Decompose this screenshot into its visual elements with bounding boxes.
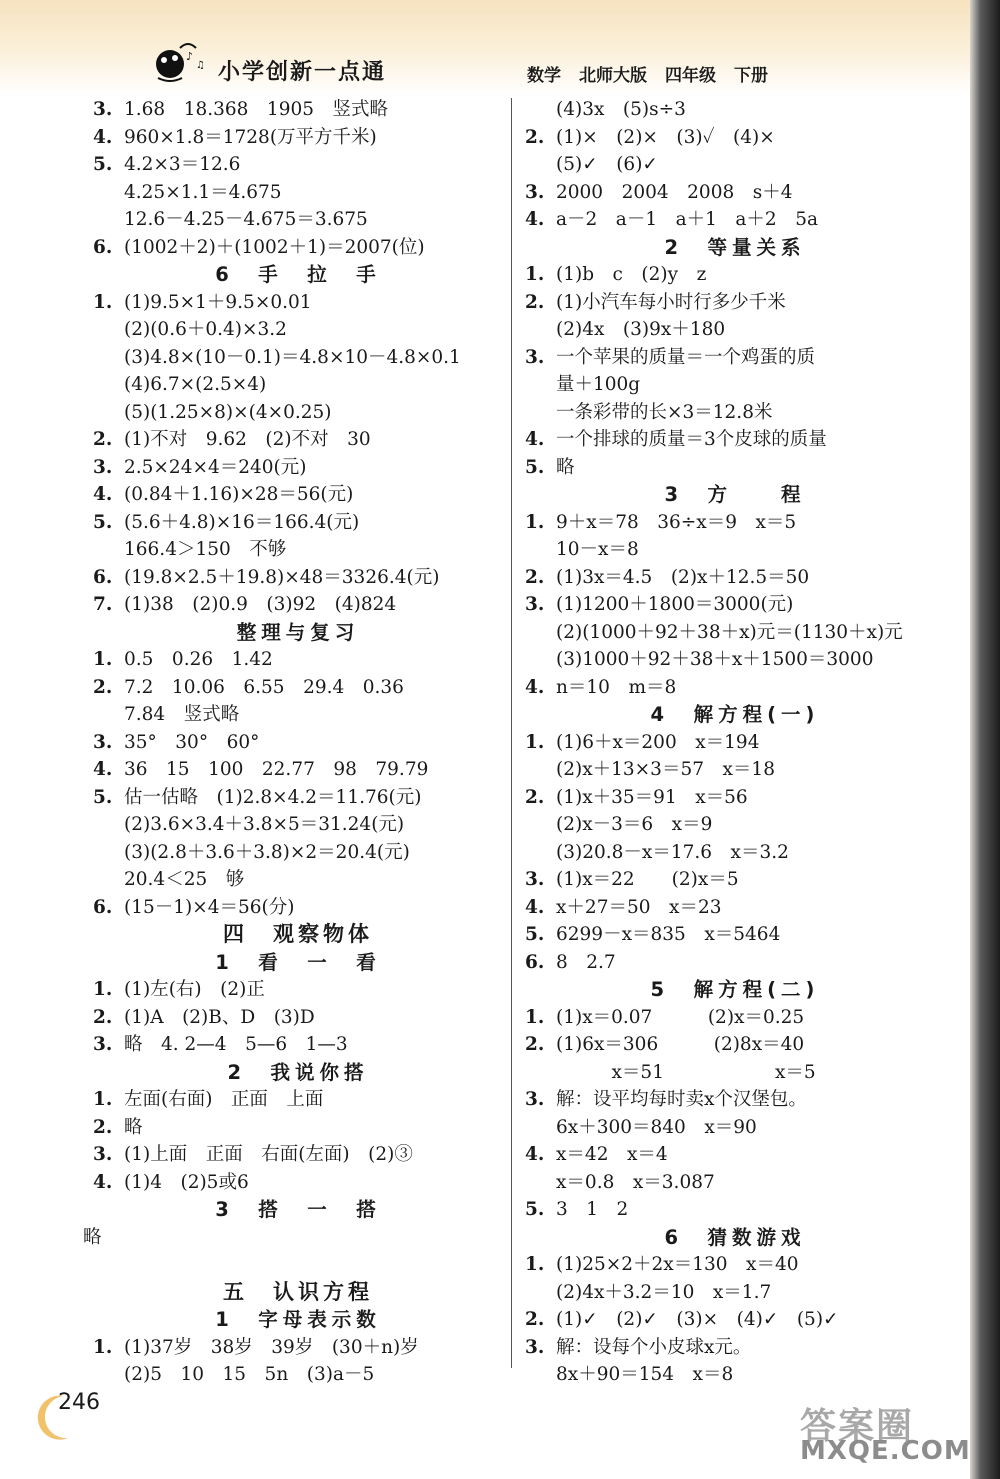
volume-label: 下册 (734, 66, 768, 86)
answer-text: (1)6x＝306 (2)8x＝40 (556, 1034, 805, 1055)
answer-line (93, 509, 503, 537)
answer-line (93, 894, 503, 922)
question-number: 3. (93, 456, 113, 478)
answer-line (525, 371, 945, 399)
question-number: 1. (93, 649, 113, 670)
answer-line (93, 1169, 503, 1197)
section-heading: 6 猜数游戏 (664, 1225, 806, 1249)
question-number: 2. (93, 1116, 113, 1138)
answer-text: (1)× (2)× (3)✓ (4)× (556, 126, 775, 148)
question-number: 6. (93, 896, 113, 918)
section-heading: 1 看 一 看 (215, 950, 381, 974)
answer-text: (5)✓ (6)✓ (556, 154, 658, 175)
answer-line (525, 921, 945, 949)
answer-text: 3 1 2 (556, 1199, 629, 1220)
answer-text: 7.2 10.06 6.55 29.4 0.36 (124, 676, 404, 698)
question-number: 3. (93, 731, 113, 753)
answer-line (525, 1169, 945, 1197)
answer-text: 左面(右面) 正面 上面 (124, 1089, 324, 1110)
answer-line (525, 206, 945, 234)
section-heading: 1 字母表示数 (215, 1308, 381, 1331)
answer-text: (1)4 (2)5或6 (124, 1171, 249, 1193)
answer-text: (1)✓ (2)✓ (3)× (4)✓ (5)✓ (556, 1309, 839, 1330)
book-title: 小学创新一点通 (218, 60, 387, 85)
answer-line (525, 1059, 945, 1087)
answer-line (525, 509, 945, 537)
answer-text: (1)左(右) (2)正 (124, 979, 265, 1000)
section-heading: 6 手 拉 手 (215, 263, 381, 286)
answer-line (525, 756, 945, 784)
question-number: 6. (525, 951, 545, 973)
answer-line (525, 454, 945, 482)
answer-text: n＝10 m＝8 (556, 676, 677, 698)
answer-line (525, 1361, 945, 1389)
question-number: 2. (525, 566, 545, 588)
section-heading: 3 方 程 (664, 483, 806, 506)
answer-text: (2)(0.6＋0.4)×3.2 (124, 319, 287, 340)
answer-column-right (525, 96, 945, 1389)
answer-line (93, 1141, 503, 1169)
answer-text: 估一估略 (1)2.8×4.2＝11.76(元) (124, 786, 422, 808)
answer-line (525, 426, 945, 454)
answer-line (93, 1251, 503, 1279)
section-heading: 4 解方程(一) (650, 703, 820, 726)
question-number: 5. (525, 456, 545, 478)
answer-text: (15－1)×4＝56(分) (124, 896, 295, 918)
answer-text: 4.2×3＝12.6 (124, 154, 241, 175)
answer-line (525, 784, 945, 812)
section-heading: 五 认识方程 (223, 1279, 373, 1304)
answer-line (93, 591, 503, 619)
section-heading: 四 观察物体 (223, 922, 373, 946)
answer-line (525, 674, 945, 702)
answer-text: (1)37岁 38岁 39岁 (30＋n)岁 (124, 1336, 419, 1358)
answer-text: 一条彩带的长×3＝12.8米 (556, 401, 773, 423)
question-number: 3. (93, 1144, 113, 1165)
answer-text: (4)6.7×(2.5×4) (124, 374, 267, 395)
answer-line (93, 124, 503, 152)
answer-text: x＝42 x＝4 (556, 1144, 668, 1165)
answer-line (525, 1196, 945, 1224)
answer-line (93, 839, 503, 867)
answer-line (93, 454, 503, 482)
mascot-logo-icon (150, 38, 212, 82)
question-number: 5. (525, 924, 545, 945)
answer-line (93, 96, 503, 124)
answer-text: x＝51 x＝5 (556, 1061, 816, 1083)
answer-text: (1)上面 正面 右面(左面) (2)③ (124, 1144, 413, 1165)
answer-text: 9＋x＝78 36÷x＝9 x＝5 (556, 511, 797, 533)
answer-line (525, 1086, 945, 1114)
answer-text: 2.5×24×4＝240(元) (124, 456, 307, 478)
book-spine-shadow (970, 0, 1000, 1479)
answer-text: (19.8×2.5＋19.8)×48＝3326.4(元) (124, 566, 440, 588)
answer-text: (0.84＋1.16)×28＝56(元) (124, 484, 354, 505)
answer-line (93, 674, 503, 702)
answer-line (93, 234, 503, 262)
question-number: 3. (525, 594, 545, 615)
answer-line (525, 399, 945, 427)
answer-line (93, 371, 503, 399)
answer-line (525, 646, 945, 674)
answer-line (93, 289, 503, 317)
answer-text: 一个苹果的质量＝一个鸡蛋的质 (556, 346, 816, 368)
question-number: 1. (525, 1006, 545, 1028)
question-number: 2. (93, 676, 113, 698)
answer-text: 2000 2004 2008 s＋4 (556, 181, 793, 203)
question-number: 2. (525, 126, 545, 148)
question-number: 1. (93, 291, 113, 313)
question-number: 2. (525, 786, 545, 808)
answer-line (93, 729, 503, 757)
answer-text: (3)4.8×(10－0.1)＝4.8×10－4.8×0.1 (124, 346, 461, 368)
answer-text: (1002＋2)＋(1002＋1)＝2007(位) (124, 236, 425, 258)
answer-line (93, 564, 503, 592)
answer-text: (1)1200＋1800＝3000(元) (556, 594, 794, 615)
answer-line (525, 179, 945, 207)
question-number: 1. (525, 1254, 545, 1275)
question-number: 1. (93, 1089, 113, 1110)
answer-line (93, 206, 503, 234)
answer-text: (1)小汽车每小时行多少千米 (556, 291, 786, 313)
question-number: 1. (93, 1336, 113, 1358)
question-number: 2. (525, 291, 545, 313)
question-number: 2. (525, 1034, 545, 1055)
grade-label: 四年级 (665, 66, 716, 86)
answer-text: (2)5 10 15 5n (3)a－5 (124, 1364, 375, 1385)
answer-text: (2)x－3＝6 x＝9 (556, 814, 713, 835)
answer-text: (1)x＝0.07 (2)x＝0.25 (556, 1006, 805, 1028)
answer-line (93, 151, 503, 179)
answer-text: x＋27＝50 x＝23 (556, 896, 722, 918)
question-number: 1. (525, 731, 545, 753)
answer-line (93, 756, 503, 784)
answer-line (93, 344, 503, 372)
answer-line (93, 701, 503, 729)
svg-text:♫: ♫ (196, 60, 205, 71)
answer-line (93, 481, 503, 509)
answer-text: (5.6＋4.8)×16＝166.4(元) (124, 511, 360, 533)
question-number: 3. (525, 346, 545, 368)
answer-line (525, 96, 945, 124)
answer-text: 10－x＝8 (556, 539, 639, 560)
answer-line (93, 784, 503, 812)
watermark-logo: 答案圈 (800, 1406, 915, 1447)
answer-text: 7.84 竖式略 (124, 704, 240, 725)
answer-text: 20.4＜25 够 (124, 869, 245, 890)
question-number: 5. (93, 154, 113, 175)
answer-text: 量＋100g (556, 374, 641, 395)
answer-text: 6x＋300＝840 x＝90 (556, 1116, 757, 1138)
answer-line (93, 1031, 503, 1059)
question-number: 6. (93, 566, 113, 588)
answer-text: (2)4x＋3.2＝10 x＝1.7 (556, 1281, 772, 1303)
question-number: 4. (93, 126, 113, 148)
answer-text: (5)(1.25×8)×(4×0.25) (124, 401, 332, 423)
answer-text: (4)3x (5)s÷3 (556, 99, 686, 120)
answer-column-left (83, 96, 503, 1389)
answer-text: 略 (556, 456, 575, 478)
question-number: 5. (93, 511, 113, 533)
question-number: 4. (525, 896, 545, 918)
question-number: 3. (93, 1034, 113, 1055)
question-number: 1. (525, 264, 545, 285)
question-number: 7. (93, 594, 113, 615)
answer-text: a－2 a－1 a＋1 a＋2 5a (556, 209, 818, 230)
answer-text: 略 4. 2—4 5—6 1—3 (124, 1034, 348, 1055)
answer-line (93, 536, 503, 564)
question-number: 4. (93, 484, 113, 505)
answer-text: 12.6－4.25－4.675＝3.675 (124, 209, 368, 230)
answer-line (525, 261, 945, 289)
answer-line (83, 1224, 503, 1252)
answer-line (93, 1361, 503, 1389)
question-number: 3. (525, 181, 545, 203)
edition-label: 北师大版 (579, 66, 647, 86)
answer-line (93, 316, 503, 344)
answer-text: (1)25×2＋2x＝130 x＝40 (556, 1254, 799, 1275)
answer-text: (2)4x (3)9x＋180 (556, 319, 726, 340)
answer-text: 0.5 0.26 1.42 (124, 649, 273, 670)
answer-text: (2)(1000＋92＋38＋x)元＝(1130＋x)元 (556, 621, 903, 643)
answer-text: (1)3x＝4.5 (2)x＋12.5＝50 (556, 566, 810, 588)
section-heading: 2 我说你搭 (227, 1060, 369, 1084)
question-number: 2. (525, 1309, 545, 1330)
answer-text: (3)(2.8＋3.6＋3.8)×2＝20.4(元) (124, 841, 410, 863)
answer-line (93, 179, 503, 207)
answer-line (525, 1004, 945, 1032)
answer-text: (3)20.8－x＝17.6 x＝3.2 (556, 841, 789, 863)
answer-line (93, 399, 503, 427)
answer-text: 解：设每个小皮球x元。 (556, 1336, 752, 1358)
answer-line (525, 894, 945, 922)
question-number: 1. (525, 511, 545, 533)
column-divider (511, 98, 512, 1368)
answer-line (93, 426, 503, 454)
answer-text: 4.25×1.1＝4.675 (124, 181, 282, 203)
answer-line (93, 866, 503, 894)
question-number: 4. (525, 209, 545, 230)
answer-line (525, 344, 945, 372)
answer-line (93, 646, 503, 674)
question-number: 3. (525, 1089, 545, 1110)
answer-line (525, 839, 945, 867)
answer-line (525, 124, 945, 152)
answer-line (525, 564, 945, 592)
section-heading: 2 等量关系 (664, 235, 806, 259)
question-number: 5. (525, 1199, 545, 1220)
answer-line (93, 1004, 503, 1032)
answer-line (525, 1251, 945, 1279)
answer-line (525, 1334, 945, 1362)
answer-text: (3)1000＋92＋38＋x＋1500＝3000 (556, 649, 874, 670)
question-number: 3. (93, 99, 113, 120)
question-number: 4. (525, 676, 545, 698)
question-number: 4. (525, 429, 545, 450)
answer-line (525, 729, 945, 757)
answer-line (525, 1279, 945, 1307)
section-heading: 整理与复习 (236, 620, 360, 644)
answer-line (93, 1334, 503, 1362)
answer-text: (1)不对 9.62 (2)不对 30 (124, 429, 371, 450)
header-band (0, 0, 970, 95)
answer-text: (1)A (2)B、D (3)D (124, 1006, 315, 1028)
answer-line (525, 591, 945, 619)
answer-text: 35° 30° 60° (124, 731, 260, 753)
answer-line (525, 1114, 945, 1142)
answer-line (525, 536, 945, 564)
section-heading: 3 搭 一 搭 (215, 1198, 381, 1221)
question-number: 2. (93, 429, 113, 450)
answer-text: 8 2.7 (556, 951, 616, 973)
question-number: 4. (525, 1144, 545, 1165)
answer-line (525, 811, 945, 839)
answer-line (525, 1141, 945, 1169)
answer-line (525, 949, 945, 977)
question-number: 3. (525, 1336, 545, 1358)
svg-text:♪: ♪ (186, 50, 194, 63)
answer-line (93, 811, 503, 839)
answer-text: (1)38 (2)0.9 (3)92 (4)824 (124, 594, 397, 615)
question-number: 2. (93, 1006, 113, 1028)
answer-text: 36 15 100 22.77 98 79.79 (124, 759, 429, 780)
answer-line (525, 151, 945, 179)
answer-text: (1)9.5×1＋9.5×0.01 (124, 291, 312, 313)
answer-text: (1)x＝22 (2)x＝5 (556, 869, 739, 890)
answer-line (525, 619, 945, 647)
page-number: 246 (58, 1390, 100, 1415)
section-heading: 5 解方程(二) (650, 978, 820, 1001)
answer-text: 一个排球的质量＝3个皮球的质量 (556, 429, 827, 450)
question-number: 4. (93, 1171, 113, 1193)
answer-text: (2)x＋13×3＝57 x＝18 (556, 759, 775, 780)
answer-line (93, 976, 503, 1004)
answer-text: x＝0.8 x＝3.087 (556, 1171, 715, 1193)
answer-text: (2)3.6×3.4＋3.8×5＝31.24(元) (124, 814, 405, 835)
answer-text: 略 (83, 1226, 102, 1248)
subject-label: 数学 (527, 66, 561, 86)
answer-line (525, 866, 945, 894)
answer-line (525, 289, 945, 317)
answer-text: 1.68 18.368 1905 竖式略 (124, 99, 389, 120)
answer-text: (1)b c (2)y z (556, 264, 707, 285)
question-number: 5. (93, 786, 113, 808)
answer-line (525, 1306, 945, 1334)
question-number: 3. (525, 869, 545, 890)
answer-text: 166.4＞150 不够 (124, 539, 287, 560)
answer-text: 6299－x＝835 x＝5464 (556, 924, 781, 945)
question-number: 1. (93, 979, 113, 1000)
answer-line (525, 316, 945, 344)
answer-text: 8x＋90＝154 x＝8 (556, 1364, 734, 1385)
book-meta (527, 61, 768, 86)
question-number: 6. (93, 236, 113, 258)
answer-text: (1)x＋35＝91 x＝56 (556, 786, 748, 808)
answer-text: 解：设平均每时卖x个汉堡包。 (556, 1089, 807, 1110)
answer-text: (1)6＋x＝200 x＝194 (556, 731, 760, 753)
answer-line (525, 1031, 945, 1059)
watermark-url: MXQE.COM (800, 1436, 971, 1466)
answer-text: 960×1.8＝1728(万平方千米) (124, 126, 377, 148)
question-number: 4. (93, 759, 113, 780)
answer-line (93, 1086, 503, 1114)
answer-text: 略 (124, 1116, 143, 1138)
answer-line (93, 1114, 503, 1142)
